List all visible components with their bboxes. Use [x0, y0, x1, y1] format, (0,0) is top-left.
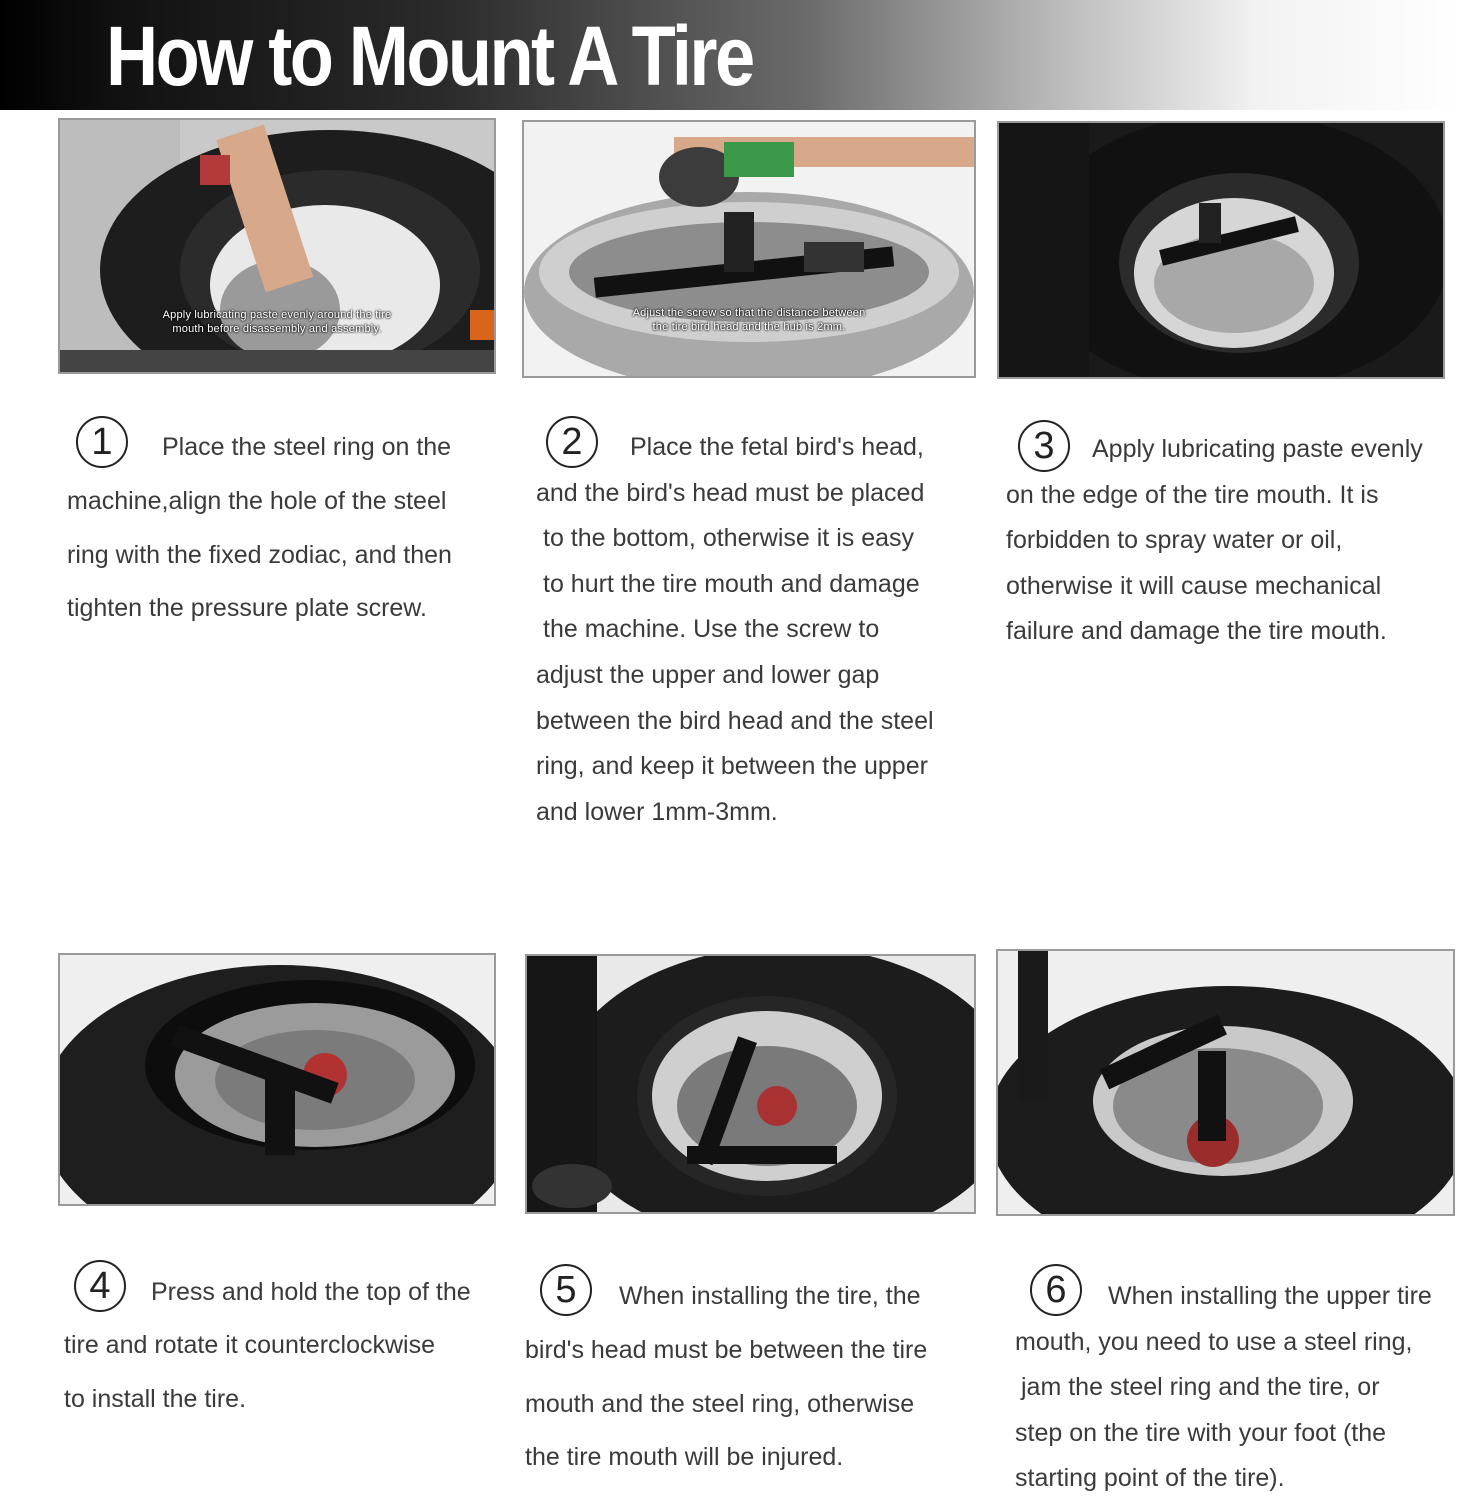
step-4-photo [58, 953, 496, 1206]
step-6-line-5: starting point of the tire). [1015, 1464, 1285, 1492]
step-4-line-1: Press and hold the top of the [151, 1278, 471, 1306]
step-5-number: 5 [540, 1264, 592, 1316]
step-2-line-7: between the bird head and the steel [536, 707, 934, 735]
step-1-photo-caption-line1: Apply lubricating paste evenly around the tire [162, 309, 392, 321]
step-2-line-3: to the bottom, otherwise it is easy [543, 524, 915, 552]
step-5-line-3: mouth and the steel ring, otherwise [525, 1390, 915, 1418]
step-3-line-1: Apply lubricating paste evenly [1092, 435, 1423, 463]
step-1-line-2: machine,align the hole of the steel [67, 487, 447, 515]
step-2-line-6: adjust the upper and lower gap [536, 661, 880, 689]
step-6-number: 6 [1030, 1264, 1082, 1316]
step-4-number: 4 [74, 1260, 126, 1312]
step-5-line-2: bird's head must be between the tire [525, 1336, 928, 1364]
step-5-photo [525, 954, 976, 1214]
step-3-photo [997, 121, 1445, 379]
title-banner [0, 0, 1462, 110]
step-3-line-4: otherwise it will cause mechanical [1006, 572, 1382, 600]
step-6-line-2: mouth, you need to use a steel ring, [1015, 1328, 1413, 1356]
step-4-line-3: to install the tire. [64, 1385, 247, 1413]
step-1-line-4: tighten the pressure plate screw. [67, 594, 427, 622]
step-2-photo-caption-line1: Adjust the screw so that the distance between [632, 307, 866, 319]
page-title: How to Mount A Tire [106, 9, 753, 103]
step-2-line-8: ring, and keep it between the upper [536, 752, 928, 780]
step-6-photo [996, 949, 1455, 1216]
step-1-photo [58, 118, 496, 374]
step-2-line-2: and the bird's head must be placed [536, 479, 925, 507]
step-1-line-1: Place the steel ring on the [162, 433, 452, 461]
step-1-line-3: ring with the fixed zodiac, and then [67, 541, 452, 569]
step-3-line-2: on the edge of the tire mouth. It is [1006, 481, 1379, 509]
step-2-line-4: to hurt the tire mouth and damage [543, 570, 920, 598]
step-3-number: 3 [1018, 420, 1070, 472]
step-5-line-1: When installing the tire, the [619, 1282, 921, 1310]
step-5-line-4: the tire mouth will be injured. [525, 1443, 844, 1471]
step-1-photo-caption-line2: mouth before disassembly and assembly. [172, 323, 382, 335]
step-3-line-5: failure and damage the tire mouth. [1006, 617, 1387, 645]
step-2-line-5: the machine. Use the screw to [543, 615, 880, 643]
step-4-line-2: tire and rotate it counterclockwise [64, 1331, 436, 1359]
step-1-number: 1 [76, 416, 128, 468]
step-6-line-4: step on the tire with your foot (the [1015, 1419, 1387, 1447]
step-2-line-1: Place the fetal bird's head, [630, 433, 924, 461]
step-6-line-1: When installing the upper tire [1108, 1282, 1432, 1310]
step-2-line-9: and lower 1mm-3mm. [536, 798, 778, 826]
step-3-line-3: forbidden to spray water or oil, [1006, 526, 1343, 554]
step-2-number: 2 [546, 416, 598, 468]
step-2-photo [522, 120, 976, 378]
step-6-line-3: jam the steel ring and the tire, or [1021, 1373, 1380, 1401]
step-2-photo-caption-line2: the tire bird head and the hub is 2mm. [652, 321, 846, 333]
